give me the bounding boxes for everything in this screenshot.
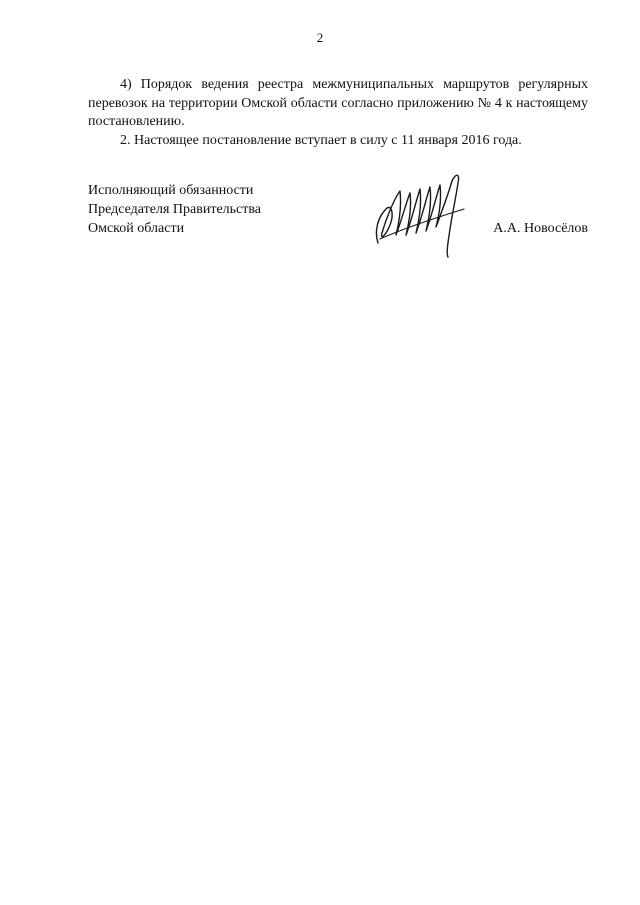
- page-number: 2: [316, 30, 324, 45]
- signer-title: [88, 181, 318, 238]
- handwritten-signature: [372, 169, 472, 259]
- paragraph-effective-date: 2. Настоящее постановление вступает в силу с 11 января 2016 года.: [120, 132, 522, 148]
- signature-stroke: [376, 175, 458, 257]
- signer-title-line: Исполняющий обязанности: [88, 183, 254, 198]
- signer-title-line: Председателя Правительства: [88, 202, 262, 217]
- document-body: [88, 76, 588, 150]
- signer-name: А.А. Новосёлов: [493, 221, 588, 236]
- signature-block: [88, 181, 588, 271]
- paragraph-item-4: 4) Порядок ведения реестра межмуниципальных маршрутов регулярных перевозок на территории Омской области согласно приложению № 4 к настоящему постановлению.: [88, 77, 588, 129]
- signer-title-line: Омской области: [88, 221, 185, 236]
